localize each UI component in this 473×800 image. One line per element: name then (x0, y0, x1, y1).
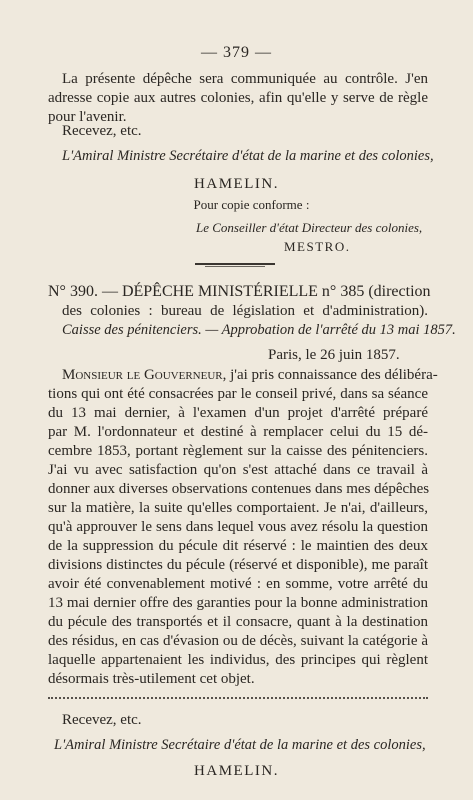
body-line-15: des résidus, en cas d'évasion ou de décès, suivant la catégorie à (48, 633, 428, 649)
body-line-11: divisions distinctes du pécule (réservé et disponible), me paraît (48, 557, 428, 573)
body-line-12: avoir été convenablement motivé : en somme, votre arrêté du (48, 576, 428, 592)
body-line-1-text: j'ai pris connaissance des délibéra- (230, 367, 438, 383)
page-number: — 379 — (201, 44, 272, 61)
body-line-5: cembre 1853, portant règlement sur la caisse des pénitenciers. (48, 443, 428, 459)
copy-signer-name: MESTRO. (284, 239, 351, 254)
body-line-14: du pécule des transportés et il consacre, quant à la destination (48, 614, 428, 630)
body-line-4: par M. l'ordonnateur et destiné à remplacer celui du 15 dé- (48, 424, 428, 440)
dotted-separator (48, 697, 428, 701)
body-line-16: laquelle appartenaient les individus, des principes qui règlent (48, 652, 428, 668)
salutation: Monsieur le Gouverneur, (62, 367, 227, 383)
prev-body-line-3: pour l'avenir. (48, 109, 127, 125)
item-title-line-1: N° 390. — DÉPÊCHE MINISTÉRIELLE n° 385 (direction (48, 283, 431, 300)
body-line-8: sur la matière, la suite qu'elles comportaient. Je n'ai, d'ailleurs, (48, 500, 428, 516)
body-line-2: tions qui ont été consacrées par le conseil privé, dans sa séance (48, 386, 428, 402)
prev-signer-title: L'Amiral Ministre Secrétaire d'état de la marine et des colonies, (62, 148, 434, 164)
prev-body-line-1: La présente dépêche sera communiquée au contrôle. J'en (62, 71, 428, 87)
body-line-10: de la suppression du pécule dit réservé : le maintien des deux (48, 538, 428, 554)
prev-body-line-2: adresse copie aux autres colonies, afin qu'elle y serve de règle (48, 90, 428, 106)
closing: Recevez, etc. (62, 712, 142, 728)
body-line-9: qu'à approuver le sens dans lequel vous avez résolu la question (48, 519, 428, 535)
item-title-line-2: des colonies : bureau de législation et d'administration). (62, 303, 428, 319)
body-line-1 (62, 366, 438, 384)
body-line-7: donner aux diverses observations contenues dans mes dépêches (48, 481, 430, 497)
body-line-13: 13 mai dernier offre des garanties pour la bonne administration (48, 595, 428, 611)
body-line-17: désormais très-utilement cet objet. (48, 671, 255, 687)
copy-label: Pour copie conforme : (193, 197, 310, 212)
signer-name: HAMELIN. (194, 763, 279, 779)
prev-closing: Recevez, etc. (62, 123, 142, 139)
item-title-line-3: Caisse des pénitenciers. — Approbation de l'arrêté du 13 mai 1857. (62, 322, 456, 338)
body-line-6: J'ai vu avec satisfaction qu'on s'est attaché dans ce travail à (48, 462, 428, 478)
section-divider (195, 263, 275, 265)
body-line-3: du 13 mai dernier, à l'examen d'un projet d'arrêté préparé (48, 405, 428, 421)
prev-signer-name: HAMELIN. (194, 176, 279, 192)
copy-signer-title: Le Conseiller d'état Directeur des colonies, (196, 220, 423, 235)
place-date: Paris, le 26 juin 1857. (268, 347, 400, 363)
signer-title: L'Amiral Ministre Secrétaire d'état de la marine et des colonies, (54, 737, 426, 753)
